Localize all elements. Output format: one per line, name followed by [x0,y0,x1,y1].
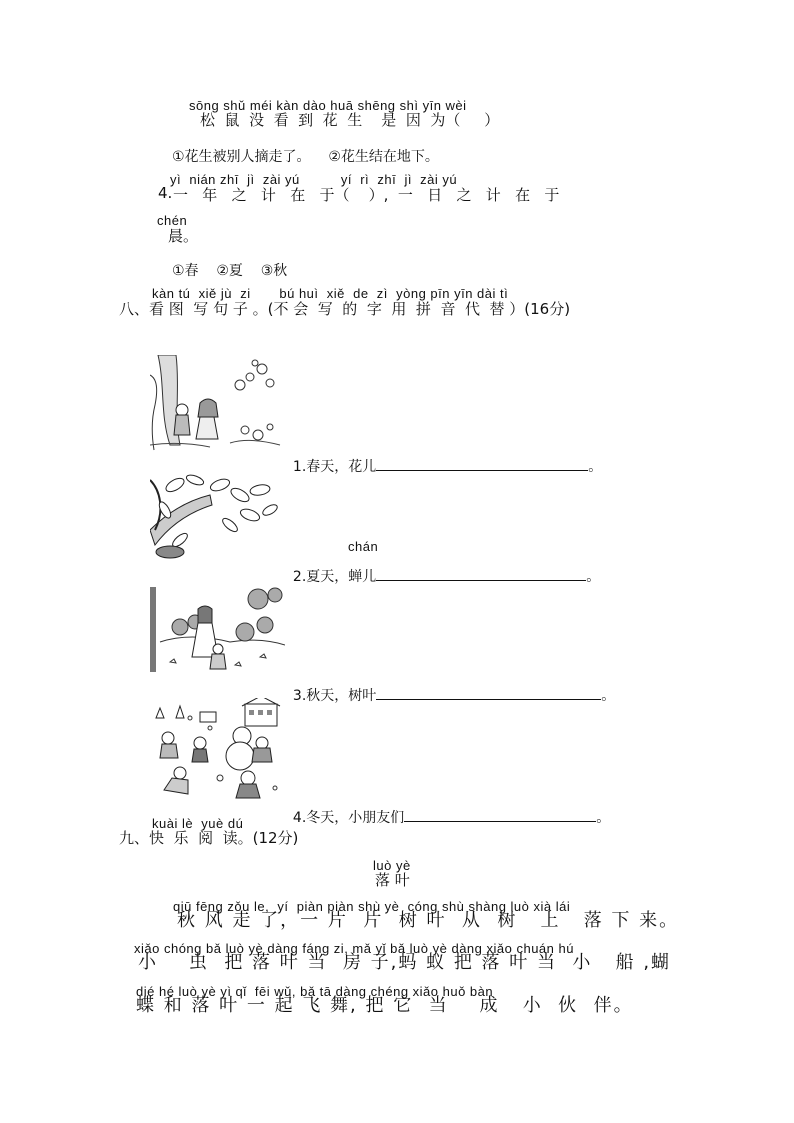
story-line2-pinyin: xiǎo chóng bǎ luò yè dàng fáng zi, mǎ yǐ bǎ luò yè dàng xiǎo chuán hú [134,941,574,956]
section9-title: 九、快 乐 阅 读。(12分) [119,829,299,847]
cicada-pinyin: chán [348,539,379,554]
caption-spring [284,440,602,476]
caption-summer-main: 蝉儿 [348,569,377,585]
section9-pinyin: kuài lè yuè dú [152,816,244,831]
picture-summer [150,470,280,560]
caption-spring-end: 。 [588,459,603,475]
q4-options: ①春 ②夏 ③秋 [172,263,288,279]
picture-winter [150,698,285,803]
q3-text: 松 鼠 没 看 到 花 生 是 因 为（ ） [200,111,500,129]
caption-winter-text: 4.冬天，小朋友们 [292,810,405,826]
blank-autumn[interactable] [376,685,601,700]
q4-text: 一 年 之 计 在 于（ ）, 一 日 之 计 在 于 [173,186,560,204]
story-line3-pinyin: dié hé luò yè yì qǐ fēi wǔ, bǎ tā dàng chéng xiǎo huǒ bàn [136,984,494,999]
picture-spring [150,355,285,455]
q4-number: 4. [158,184,173,202]
caption-summer [284,550,600,586]
q3-options: ①花生被别人摘走了。 ②花生结在地下。 [172,149,439,165]
blank-summer[interactable] [376,566,586,581]
caption-spring-text: 1.春天，花儿 [292,459,377,475]
section8-pinyin: kàn tú xiě jù zi bú huì xiě de zì yòng pīn yīn dài tì [152,286,509,301]
q4-cont-pinyin: chén [157,213,188,228]
story-line1: 秋 风 走 了，一 片 片 树 叶 从 树 上 落 下 来。 [177,910,680,931]
caption-winter-end: 。 [596,810,611,826]
story-title: 落 叶 [375,871,410,889]
story-line2: 小 虫 把 落 叶 当 房 子,蚂 蚁 把 落 叶 当 小 船 ,蝴 [138,952,672,973]
story-line3: 蝶 和 落 叶 一 起 飞 舞, 把 它 当 成 小 伙 伴。 [136,995,634,1016]
caption-summer-pre: 2.夏天， [292,569,349,585]
caption-autumn-end: 。 [601,688,616,704]
caption-autumn [284,669,615,705]
story-title-pinyin: luò yè [373,858,411,873]
caption-autumn-text: 3.秋天，树叶 [292,688,377,704]
picture-autumn [150,587,285,677]
caption-summer-end: 。 [586,569,601,585]
blank-spring[interactable] [376,456,588,471]
q4-cont-text: 晨。 [168,227,199,245]
q4-pinyin: yì nián zhī jì zài yú yí rì zhī jì zài yú [170,172,458,187]
caption-winter [284,791,610,827]
story-line1-pinyin: qiū fēng zǒu le, yí piàn piàn shù yè cóng shù shàng luò xià lái [173,899,571,914]
section8-title: 八、看 图 写 句 子 。(不 会 写 的 字 用 拼 音 代 替 ）(16分) [119,300,571,318]
blank-winter[interactable] [404,807,596,822]
q3-pinyin: sōng shǔ méi kàn dào huā shēng shì yīn wèi [189,98,467,113]
